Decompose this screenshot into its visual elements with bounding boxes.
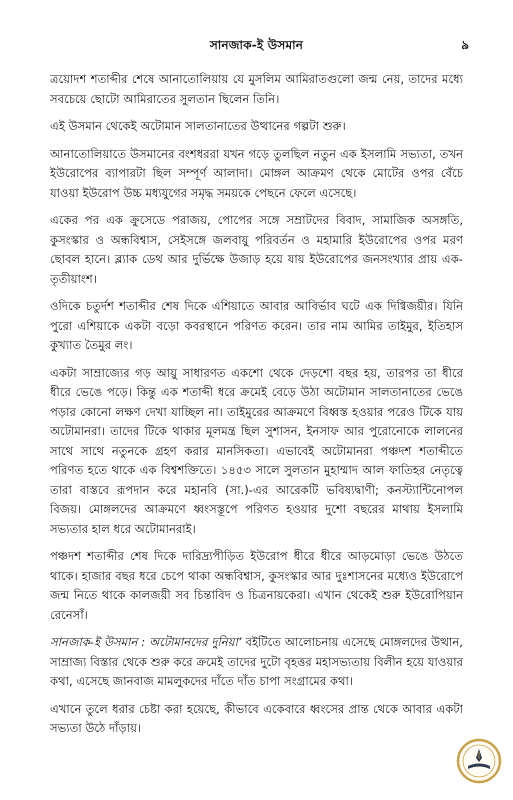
- book-name-italic: সানজাক-ই উসমান : অটোমানদের দুনিয়া’: [50, 635, 242, 649]
- pen-book-emblem-icon: [456, 738, 502, 784]
- intro-text: বইটিতে আলোচনায় এসেছে মোঙ্গলদের উত্থান, সাম্রাজ্য বিস্তার থেকে শুরু করে ক্রমেই তাদের দুটো বৃহত্তর মহাসভ্যতায় বিলীন হয়ে যাওয়ার কথা, এসেছে জানবাজ মামলুকদের দাঁতে দাঁত চাপা সংগ্রামের কথা।: [50, 635, 463, 688]
- book-title: সানজাক-ই উসমান: [209, 38, 304, 52]
- body-text: [50, 70, 463, 747]
- page-number: ৯: [461, 38, 469, 52]
- paragraph: আনাতোলিয়াতে উসমানের বংশধররা যখন গড়ে তুলছিল নতুন এক ইসলামি সভ্যতা, তখন ইউরোপের ব্যাপারটা ছিল সম্পূর্ণ আলাদা। মোঙ্গল আক্রমণ থেকে মোটের ওপর বেঁচে যাওয়া ইউরোপ উচ্চ মধ্যযুগের সমৃদ্ধ সময়কে পেছনে ফেলে এসেছে।: [50, 146, 463, 200]
- paragraph: একের পর এক ক্রুসেডে পরাজয়, পোপের সঙ্গে সম্রাটদের বিবাদ, সামাজিক অসঙ্গতি, কুসংস্কার ও অন্ধবিশ্বাস, সেইসঙ্গে জলবায়ু পরিবর্তন ও মহামারি ইউরোপের ওপর মরণ ছোবল হানে। ব্ল্যাক ডেথ আর দুর্ভিক্ষে উজাড় হয়ে যায় ইউরোপের জনসংখ্যার প্রায় এক-তৃতীয়াংশ।: [50, 213, 463, 286]
- paragraph: একটা সাম্রাজ্যের গড় আয়ু সাধারণত একশো থেকে দেড়শো বছর হয়, তারপর তা ধীরে ধীরে ভেঙে পড়ে। কিন্তু এক শতাব্দী ধরে ক্রমেই বেড়ে উঠা অটোমান সালতানাতের ভেঙে পড়ার কোনো লক্ষণ দেখা যাচ্ছিল না। তাইমুরের আক্রমণে বিধ্বস্ত হওয়ার পরেও টিকে যায় অটোমানরা। তাদের টিকে থাকার মূলমন্ত্র ছিল সুশাসন, ইনসাফ আর পুরোনোকে লালনের সাথে সাথে নতুনকে গ্রহণ করার মানসিকতা। এভাবেই অটোমানরা পঞ্চদশ শতাব্দীতে পরিণত হতে থাকে এক বিশ্বশক্তিতে। ১৪৫৩ সালে সুলতান মুহাম্মাদ আল ফাতিহর নেতৃত্বে তারা বাস্তবে রূপদান করে মহানবি (সা.)-এর আরেকটি ভবিষ্যদ্বাণী; কনস্ট্যান্টিনোপল বিজয়। মোঙ্গলদের আক্রমণে ধ্বংসস্তূপে পরিণত হওয়ার দুশো বছরের মাথায় ইসলামি সভ্যতার হাল ধরে অটোমানরাই।: [50, 365, 463, 536]
- paragraph: ওদিকে চতুর্দশ শতাব্দীর শেষ দিকে এশিয়াতে আবার আবির্ভাব ঘটে এক দিগ্বিজয়ীর। যিনি পুরো এশিয়াকে একটা বড়ো কবরস্থানে পরিণত করেন। তার নাম আমির তাইমুর, ইতিহাস কুখ্যাত তৈমুর লং।: [50, 299, 463, 352]
- paragraph: এই উসমান থেকেই অটোমান সালতানাতের উত্থানের গল্পটা শুরু।: [50, 119, 346, 133]
- running-header: [0, 37, 513, 55]
- publisher-logo-icon: [456, 738, 502, 784]
- paragraph: এখানে তুলে ধরার চেষ্টা করা হয়েছে, কীভাবে একেবারে ধ্বংসের প্রান্ত থেকে আবার একটা সভ্যতা উঠে দাঁড়ায়।: [50, 701, 463, 735]
- paragraph: ত্রয়োদশ শতাব্দীর শেষে আনাতোলিয়ায় যে মুসলিম আমিরাতগুলো জন্ম নেয়, তাদের মধ্যে সবচেয়ে ছোটো আমিরাতের সুলতান ছিলেন তিনি।: [50, 72, 463, 106]
- book-intro-paragraph: [50, 633, 463, 692]
- paragraph: পঞ্চদশ শতাব্দীর শেষ দিকে দারিদ্র্যপীড়িত ইউরোপ ধীরে ধীরে আড়মোড়া ভেঙে উঠতে থাকে। হাজার বছর ধরে চেপে থাকা অন্ধবিশ্বাস, কুসংস্কার আর দুঃশাসনের মধ্যেও ইউরোপে জন্ম নিতে থাকে কালজয়ী সব চিন্তাবিদ ও চিত্রনায়কেরা। এখান থেকেই শুরু ইউরোপিয়ান রেনেসাঁ।: [50, 549, 463, 622]
